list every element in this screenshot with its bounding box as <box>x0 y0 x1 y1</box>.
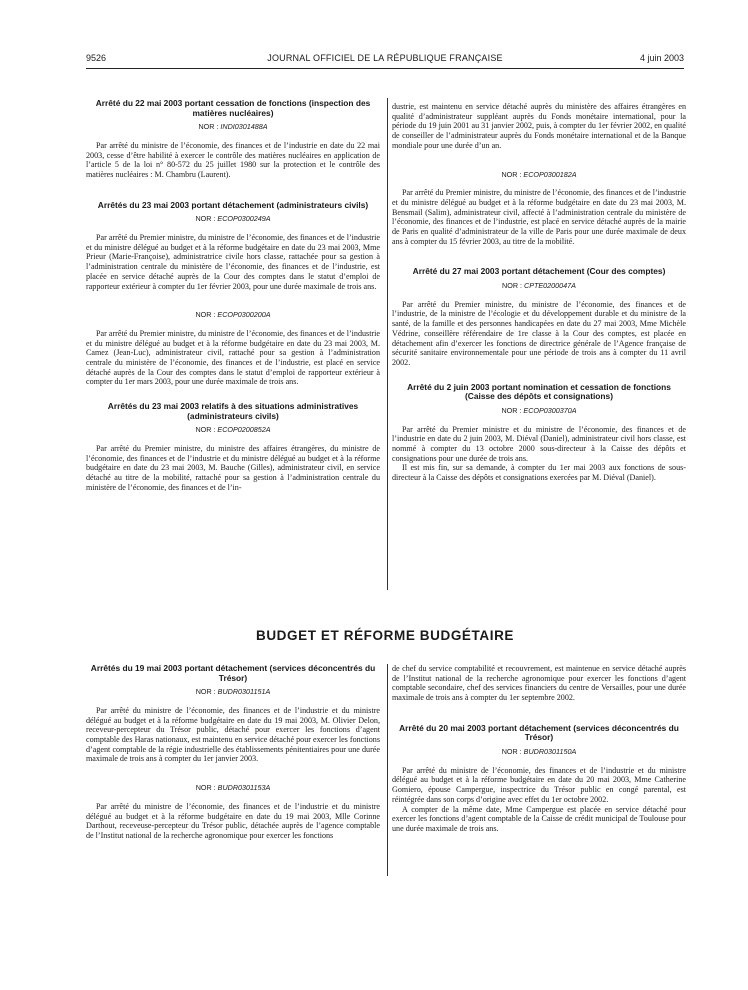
nor-reference: NOR : INDI0301488A <box>198 122 268 132</box>
column-top-right <box>392 102 686 483</box>
journal-title: JOURNAL OFFICIEL DE LA RÉPUBLIQUE FRANÇAISE <box>267 53 503 63</box>
nor-reference: NOR : BUDR0301153A <box>195 783 271 793</box>
decree-title: Arrêtés du 19 mai 2003 portant détachement (services déconcentrés du Trésor) <box>90 663 376 683</box>
decree-body: Par arrêté du Premier ministre et du ministre de l’économie, des finances et de l’industrie en date du 2 juin 2003, M. Diéval (Daniel), administrateur civil hors classe, est nommé à compter du 13 octobre 2000 sous-directeur à la Caisse des dépôts et consignations pour une durée de trois ans. <box>392 424 686 463</box>
decree-body: Par arrêté du Premier ministre, du ministre des affaires étrangères, du ministre de l’économie, des finances et de l’industrie et du ministre délégué au budget et à la réforme budgétaire en date du 23 mai 2003, M. Bauche (Gilles), administrateur civil, en service détaché au titre de la mobilité, rattaché pour sa gestion à l’administration centrale du ministère de l’économie, des finances et de l’in- <box>86 444 380 492</box>
column-bottom-left <box>86 664 380 841</box>
decree-body: Par arrêté du Premier ministre, du ministre de l’économie, des finances et de l’industrie, de la ministre de l’écologie et du développement durable et du ministre de la santé, de la famille et des personnes handicapées en date du 27 mai 2003, Mme Michèle Védrine, conseillère référendaire de 1re classe à la Cour des comptes, est placée en détachement afin d’exercer les fonctions de directrice générale de l’Agence française de sécurité sanitaire environnementale pour une période de trois ans à compter du 11 avril 2002. <box>392 299 686 367</box>
decree-body-continued: de chef du service comptabilité et recouvrement, est maintenue en service détaché auprès de l’Institut national de la recherche agronomique pour exercer les fonctions d’agent comptable secondaire, chef des services financiers du centre de Versailles, pour une durée maximale de trois ans à compter du 1er septembre 2002. <box>392 664 686 703</box>
nor-reference: NOR : ECOP0200852A <box>195 425 271 435</box>
section-heading: BUDGET ET RÉFORME BUDGÉTAIRE <box>255 628 515 643</box>
decree-title: Arrêtés du 23 mai 2003 portant détachement (administrateurs civils) <box>97 199 369 210</box>
decree-title: Arrêtés du 23 mai 2003 relatifs à des situations administratives (administrateurs civils) <box>107 401 359 421</box>
decree-title: Arrêté du 27 mai 2003 portant détachement (Cour des comptes) <box>412 266 666 277</box>
issue-date: 4 juin 2003 <box>639 53 684 63</box>
nor-reference: NOR : ECOP0300182A <box>501 169 577 179</box>
nor-reference: NOR : CPTE0200047A <box>502 281 576 291</box>
decree-title: Arrêté du 22 mai 2003 portant cessation de fonctions (inspection des matières nucléaires) <box>95 98 371 118</box>
column-bottom-right <box>392 664 686 834</box>
nor-reference: NOR : BUDR0301151A <box>195 687 271 697</box>
nor-reference: NOR : ECOP0300249A <box>195 214 271 224</box>
page-number: 9526 <box>86 53 107 63</box>
decree-body: Par arrêté du ministre de l’économie, des finances et de l’industrie et du ministre délégué au budget et à la réforme budgétaire en date du 19 mai 2003, Mlle Corinne Darthout, receveuse-percepteur du Trésor public, détachée auprès de l’agence comptable de l’Institut national de la recherche agronomique pour exercer les fonctions <box>86 801 380 840</box>
column-divider <box>387 664 388 876</box>
decree-body: Par arrêté du ministre de l’économie, des finances et de l’industrie en date du 22 mai 2003, cesse d’être habilité à exercer le contrôle des matières nucléaires en application de l’article 5 de la loi n° 80-572 du 25 juillet 1980 sur la protection et le contrôle des matières nucléaires : M. Chambru (Laurent). <box>86 140 380 179</box>
decree-body: Par arrêté du Premier ministre, du ministre de l’économie, des finances et de l’industrie et du ministre délégué au budget et à la réforme budgétaire en date du 23 mai 2003, M. Bensmail (Salim), administrateur civil, affecté à l’administration centrale du ministère de l’économie, des finances et de l’industrie, est placé en service détaché auprès de la mairie de Paris en qualité d’administrateur de la ville de Paris pour une durée maximale de deux ans à compter du 15 février 2003, au titre de la mobilité. <box>392 188 686 246</box>
header-rule <box>86 68 684 69</box>
nor-reference: NOR : ECOP0300370A <box>501 405 577 415</box>
decree-body: Par arrêté du Premier ministre, du ministre de l’économie, des finances et de l’industrie et du ministre délégué au budget et à la réforme budgétaire en date du 23 mai 2003, M. Camez (Jean-Luc), administrateur civil, rattaché pour sa gestion à l’administration centrale du ministère de l’économie, des finances et de l’industrie, est placé en service détaché auprès de la Cour des comptes dans le statut d’emploi de rapporteur extérieur à compter du 1er mars 2003, pour une durée maximale de trois ans. <box>86 328 380 387</box>
decree-body: Par arrêté du ministre de l’économie, des finances et de l’industrie et du ministre délégué au budget et à la réforme budgétaire en date du 19 mai 2003, M. Olivier Delon, receveur-percepteur du Trésor public, détaché pour exercer les fonctions d’agent comptable des Haras nationaux, est maintenu en service détaché pour exercer les fonctions d’agent comptable de la régie industrielle des établissements pénitentiaires pour une durée maximale de trois ans à compter du 1er janvier 2003. <box>86 705 380 764</box>
page-header <box>86 53 684 67</box>
column-divider <box>387 98 388 590</box>
decree-body: Il est mis fin, sur sa demande, à compter du 1er mai 2003 aux fonctions de sous-directeur à la Caisse des dépôts et consignations exercées par M. Diéval (Daniel). <box>392 463 686 483</box>
column-top-left <box>86 99 380 493</box>
nor-reference: NOR : BUDR0301150A <box>501 747 577 756</box>
nor-reference: NOR : ECOP0300200A <box>195 310 271 320</box>
decree-title: Arrêté du 2 juin 2003 portant nomination et cessation de fonctions (Caisse des dépôts et consignations) <box>407 381 671 402</box>
decree-body: Par arrêté du ministre de l’économie, des finances et de l’industrie et du ministre délégué au budget et à la réforme budgétaire en date du 20 mai 2003, Mme Catherine Gomiero, épouse Campergue, inspectrice du Trésor public en congé parental, est réintégrée dans son corps d’origine avec effet du 1er octobre 2002. <box>392 765 686 804</box>
decree-body: A compter de la même date, Mme Campergue est placée en service détaché pour exercer les fonctions d’agent comptable de la Caisse de crédit municipal de Toulouse pour une durée maximale de trois ans. <box>392 804 686 833</box>
decree-body-continued: dustrie, est maintenu en service détaché auprès du ministère des affaires étrangères en qualité d’administrateur suppléant auprès du Fonds monétaire international, pour la période du 19 juin 2001 au 31 janvier 2002, puis, à compter du 1er février 2002, en qualité de conseiller de l’administrateur auprès du Fonds monétaire international et de la Banque mondiale pour une durée d’un an. <box>392 102 686 150</box>
decree-title: Arrêté du 20 mai 2003 portant détachement (services déconcentrés du Trésor) <box>399 722 679 743</box>
decree-body: Par arrêté du Premier ministre, du ministre de l’économie, des finances et de l’industrie et du ministre délégué au budget et à la réforme budgétaire en date du 23 mai 2003, Mme Prieur (Marie-Françoise), administratrice civile hors classe, rattachée pour sa gestion à l’administration centrale du ministère de l’économie, des finances et de l’industrie, est placée en service détaché auprès de la Cour des comptes dans le statut d’emploi de rapporteur extérieur à compter du 1er février 2003, pour une durée maximale de trois ans. <box>86 233 380 291</box>
